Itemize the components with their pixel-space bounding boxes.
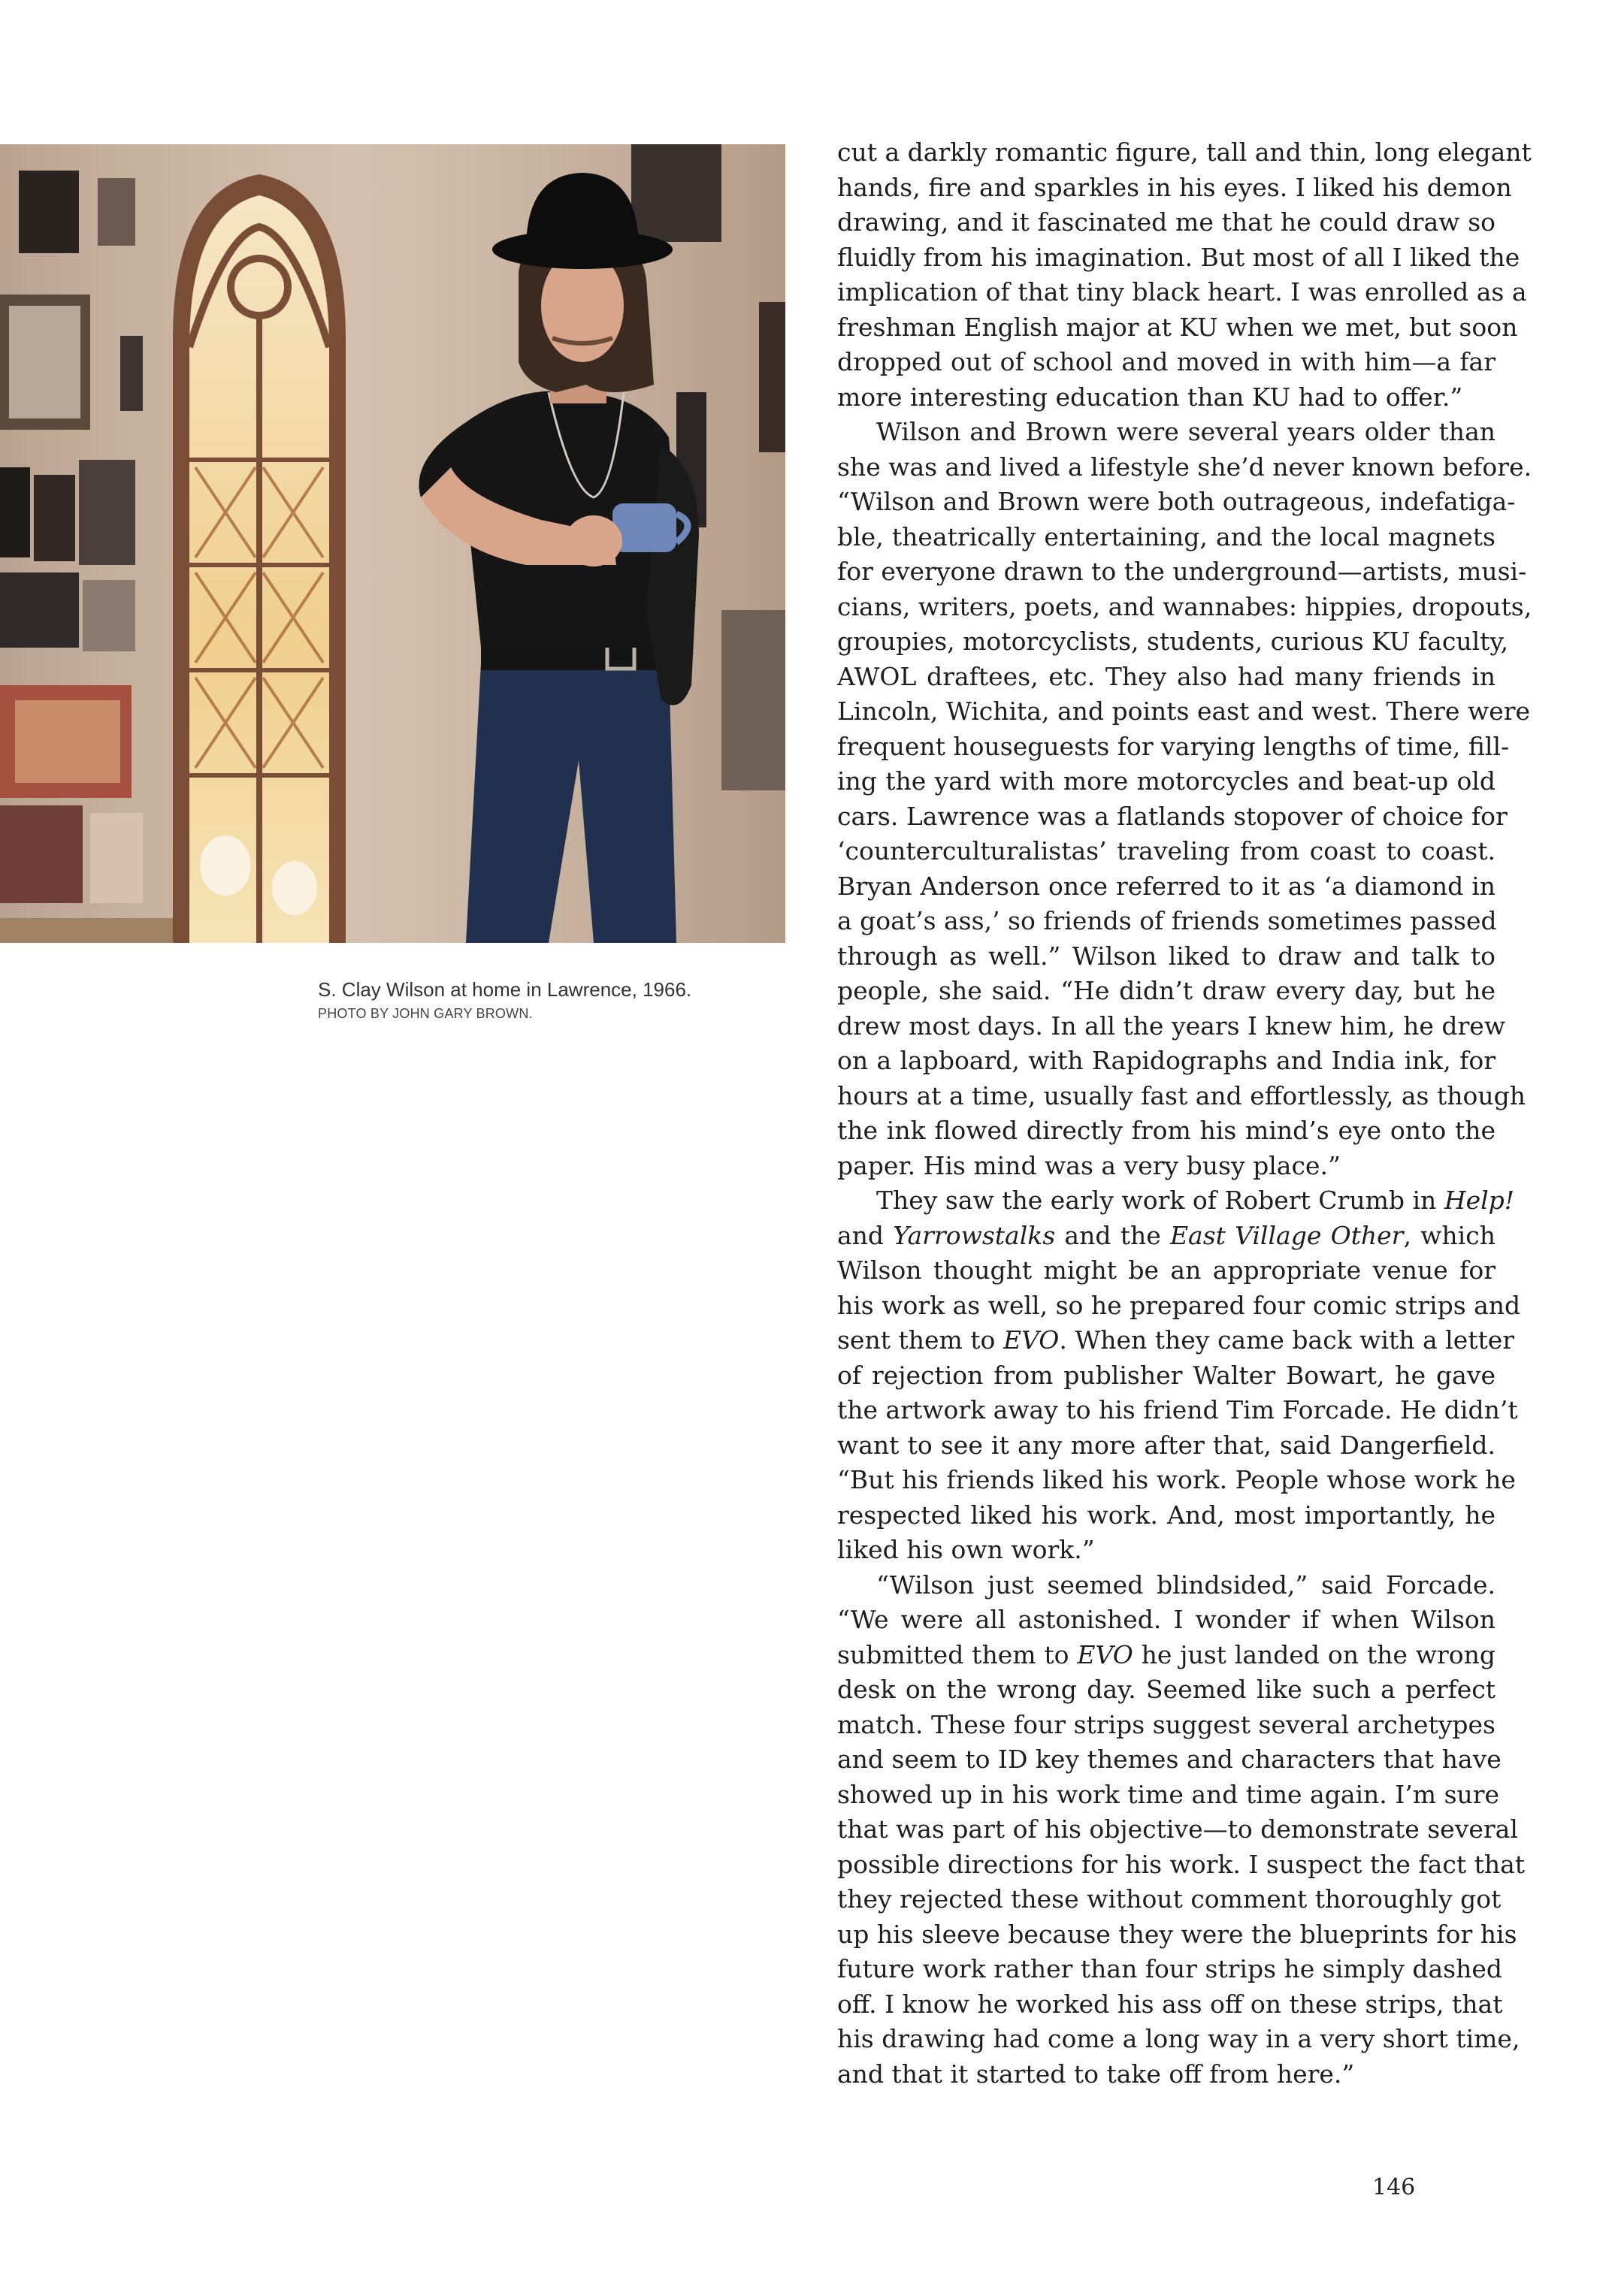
body-line: Wilson and Brown were several years older than [876, 417, 1496, 446]
body-line [837, 1323, 1515, 1358]
page-number: 146 [1372, 2174, 1416, 2201]
body-line: implication of that tiny black heart. I was enrolled as a [837, 277, 1527, 307]
body-line: dropped out of school and moved in with him—a far [837, 347, 1496, 376]
body-line: hours at a time, usually fast and effortlessly, as though [837, 1080, 1526, 1110]
body-line: want to see it any more after that, said Dangerfield. [837, 1430, 1496, 1460]
body-line [837, 1219, 1496, 1254]
body-line-segment: , which [1403, 1220, 1496, 1250]
body-line-segment: submitted them to [837, 1639, 1069, 1669]
body-line: on a lapboard, with Rapidographs and India ink, for [837, 1046, 1496, 1075]
body-line: future work rather than four strips he simply dashed [837, 1954, 1503, 1983]
body-line-segment: and the [1064, 1220, 1161, 1250]
body-line: desk on the wrong day. Seemed like such a perfect [837, 1675, 1496, 1704]
body-line: Wilson thought might be an appropriate venue for [837, 1255, 1496, 1285]
body-line-segment: sent them to [837, 1325, 996, 1355]
body-line: drew most days. In all the years I knew him, he drew [837, 1011, 1506, 1041]
body-line: of rejection from publisher Walter Bowart, he gave [837, 1360, 1496, 1390]
body-line: and seem to ID key themes and characters that have [837, 1745, 1502, 1774]
body-line: people, she said. “He didn’t draw every day, but he [837, 976, 1496, 1005]
caption-text: S. Clay Wilson at home in Lawrence, 1966. [318, 978, 692, 1001]
body-line-segment: he just landed on the wrong [1141, 1639, 1496, 1669]
body-line: they rejected these without comment thoroughly got [837, 1884, 1502, 1914]
body-line: showed up in his work time and time again. I’m sure [837, 1779, 1500, 1809]
body-line: Lincoln, Wichita, and points east and west. There were [837, 696, 1531, 726]
body-line: respected liked his work. And, most importantly, he [837, 1500, 1496, 1530]
body-line: “We were all astonished. I wonder if when Wilson [837, 1605, 1496, 1634]
photo-s-clay-wilson [0, 144, 785, 943]
body-line: drawing, and it fascinated me that he could draw so [837, 207, 1496, 237]
body-line: cars. Lawrence was a flatlands stopover of choice for [837, 801, 1508, 831]
photo-caption [318, 977, 769, 1025]
body-line: and that it started to take off from here.” [837, 2059, 1355, 2089]
body-line-segment: and [837, 1220, 885, 1250]
body-line: the artwork away to his friend Tim Forcade. He didn’t [837, 1395, 1518, 1424]
italic-title-east-village-other: East Village Other [1169, 1220, 1404, 1250]
body-line: liked his own work.” [837, 1535, 1095, 1564]
body-line: his drawing had come a long way in a very short time, [837, 2024, 1520, 2053]
body-line: “But his friends liked his work. People whose work he [837, 1465, 1516, 1494]
body-line: possible directions for his work. I suspect the fact that [837, 1849, 1526, 1879]
body-line: hands, fire and sparkles in his eyes. I liked his demon [837, 172, 1512, 202]
body-line: Bryan Anderson once referred to it as ‘a diamond in [837, 871, 1496, 901]
italic-title-evo: EVO [1003, 1325, 1060, 1355]
body-line: groupies, motorcyclists, students, curious KU faculty, [837, 627, 1509, 656]
body-line: ble, theatrically entertaining, and the local magnets [837, 521, 1496, 551]
caption-credit: PHOTO BY JOHN GARY BROWN. [318, 1006, 533, 1021]
body-line-segment: They saw the early work of Robert Crumb in [876, 1186, 1437, 1215]
body-line: his work as well, so he prepared four comic strips and [837, 1290, 1521, 1320]
italic-title-yarrowstalks: Yarrowstalks [893, 1220, 1056, 1250]
italic-title-help: Help! [1444, 1186, 1515, 1215]
body-text-column [837, 135, 1532, 2092]
body-line: ing the yard with more motorcycles and beat-up old [837, 766, 1496, 796]
body-line: through as well.” Wilson liked to draw and talk to [837, 941, 1496, 971]
body-line: the ink flowed directly from his mind’s eye onto the [837, 1116, 1496, 1145]
italic-title-evo: EVO [1077, 1639, 1133, 1669]
body-line: fluidly from his imagination. But most of all I liked the [837, 242, 1520, 272]
body-line: that was part of his objective—to demonstrate several [837, 1814, 1518, 1844]
body-line: “Wilson and Brown were both outrageous, indefatiga- [837, 487, 1516, 516]
body-line: paper. His mind was a very busy place.” [837, 1150, 1341, 1180]
body-line: match. These four strips suggest several archetypes [837, 1709, 1496, 1739]
body-line: off. I know he worked his ass off on these strips, that [837, 1989, 1503, 2019]
body-line: freshman English major at KU when we met, but soon [837, 312, 1518, 342]
body-line: more interesting education than KU had to offer.” [837, 382, 1463, 412]
body-line: up his sleeve because they were the blueprints for his [837, 1919, 1517, 1949]
body-line: for everyone drawn to the underground—artists, musi- [837, 557, 1527, 586]
body-line: “Wilson just seemed blindsided,” said Forcade. [876, 1569, 1496, 1600]
body-line: she was and lived a lifestyle she’d never known before. [837, 452, 1532, 482]
body-line: cians, writers, poets, and wannabes: hippies, dropouts, [837, 591, 1532, 621]
body-line-segment: . When they came back with a letter [1059, 1325, 1515, 1355]
body-line: frequent houseguests for varying lengths of time, fill- [837, 731, 1510, 761]
body-line [837, 1183, 1515, 1219]
body-line: ‘counterculturalistas’ traveling from coast to coast. [837, 836, 1496, 866]
photo-illustration [0, 144, 785, 943]
body-line: AWOL draftees, etc. They also had many friends in [837, 661, 1496, 691]
body-line: cut a darkly romantic figure, tall and thin, long elegant [837, 137, 1532, 167]
body-line [837, 1638, 1496, 1673]
body-line: a goat’s ass,’ so friends of friends sometimes passed [837, 906, 1497, 935]
